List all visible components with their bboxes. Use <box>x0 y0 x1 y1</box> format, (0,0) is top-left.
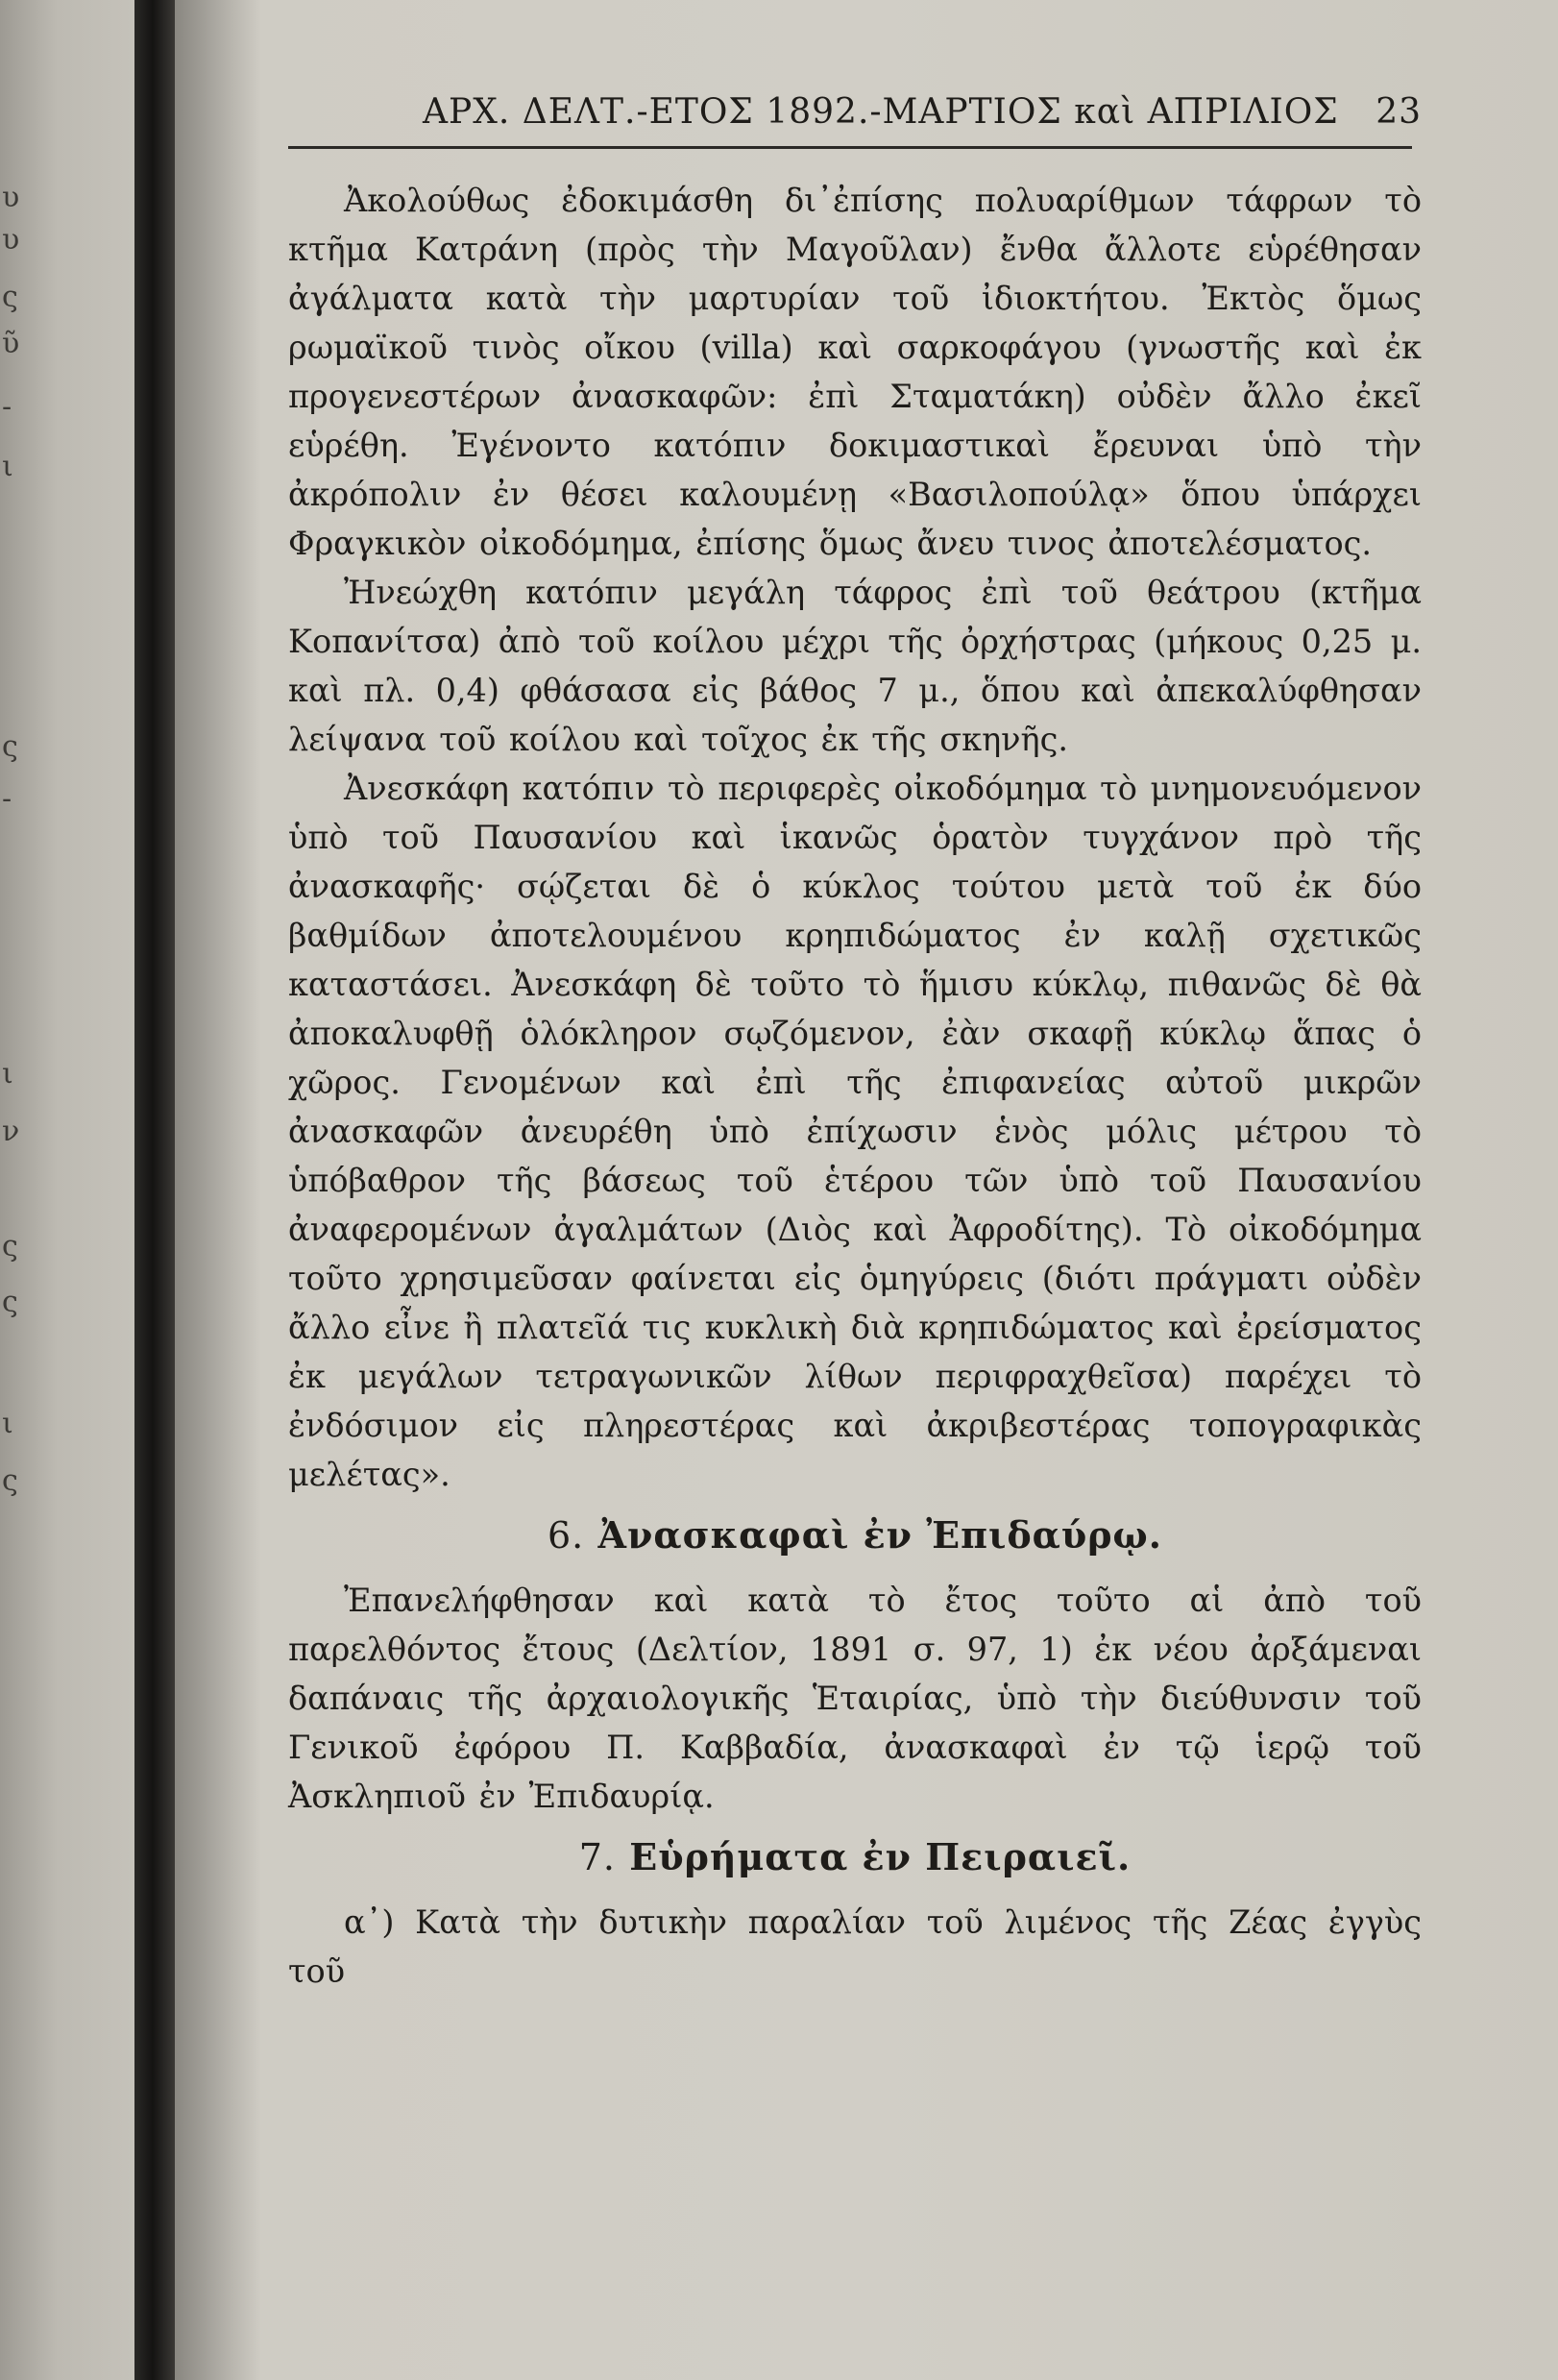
section-heading <box>288 1830 1422 1884</box>
gutter-shadow <box>175 0 261 2380</box>
paragraph: Ἠνεώχθη κατόπιν μεγάλη τάφρος ἐπὶ τοῦ θεάτρου (κτῆμα Κοπανίτσα) ἀπὸ τοῦ κοίλου μέχρι τῆς ὀρχήστρας (μήκους 0,25 μ. καὶ πλ. 0,4) φθάσασα εἰς βάθος 7 μ., ὅπου καὶ ἀπεκαλύφθησαν λείψανα τοῦ κοίλου καὶ τοῖχος ἐκ τῆς σκηνῆς. <box>288 574 1422 758</box>
margin-mark: ς <box>2 1230 18 1264</box>
section-title: Ἀνασκαφαὶ ἐν Ἐπιδαύρῳ. <box>597 1513 1162 1557</box>
margin-mark: ν <box>2 1115 20 1148</box>
section-number: 7. <box>578 1836 616 1878</box>
margin-mark: ς <box>2 730 18 764</box>
margin-mark: ς <box>2 1286 18 1319</box>
section-number: 6. <box>548 1514 585 1557</box>
margin-mark: - <box>2 782 12 816</box>
section-heading <box>288 1509 1422 1562</box>
margin-mark: ς <box>2 1464 18 1498</box>
section-title: Εὑρήματα ἐν Πειραιεῖ. <box>629 1835 1132 1878</box>
header-rule <box>288 146 1412 149</box>
margin-mark: ι <box>2 1057 13 1091</box>
margin-mark: - <box>2 390 12 424</box>
journal-title: ΑΡΧ. ΔΕΛΤ.-ΕΤΟΣ 1892.-ΜΑΡΤΙΟΣ καὶ ΑΠΡΙΛΙΟΣ <box>423 92 1339 132</box>
paragraph: Ἐπανελήφθησαν καὶ κατὰ τὸ ἔτος τοῦτο αἱ ἀπὸ τοῦ παρελθόντος ἔτους (Δελτίον, 1891 σ. 97, 1) ἐκ νέου ἀρξάμεναι δαπάναις τῆς ἀρχαιολογικῆς Ἑταιρίας, ὑπὸ τὴν διεύθυνσιν τοῦ Γενικοῦ ἐφόρου Π. Καββαδία, ἀνασκαφαὶ ἐν τῷ ἱερῷ τοῦ Ἀσκληπιοῦ ἐν Ἐπιδαυρίᾳ. <box>288 1582 1422 1815</box>
margin-mark: υ <box>2 181 20 214</box>
margin-mark: ι <box>2 1407 13 1440</box>
margin-mark: ς <box>2 281 18 314</box>
margin-mark: υ <box>2 223 20 257</box>
paragraph: Ἀνεσκάφη κατόπιν τὸ περιφερὲς οἰκοδόμημα τὸ μνημονευόμενον ὑπὸ τοῦ Παυσανίου καὶ ἱκανῶς ὁρατὸν τυγχάνον πρὸ τῆς ἀνασκαφῆς· σῴζεται δὲ ὁ κύκλος τούτου μετὰ τοῦ ἐκ δύο βαθμίδων ἀποτελουμένου κρηπιδώματος ἐν καλῇ σχετικῶς καταστάσει. Ἀνεσκάφη δὲ τοῦτο τὸ ἥμισυ κύκλῳ, πιθανῶς δὲ θὰ ἀποκαλυφθῇ ὁλόκληρον σῳζόμενον, ἐὰν σκαφῇ κύκλῳ ἅπας ὁ χῶρος. Γενομένων καὶ ἐπὶ τῆς ἐπιφανείας αὐτοῦ μικρῶν ἀνασκαφῶν ἀνευρέθη ὑπὸ ἐπίχωσιν ἑνὸς μόλις μέτρου τὸ ὑπόβαθρον τῆς βάσεως τοῦ ἑτέρου τῶν ὑπὸ τοῦ Παυσανίου ἀναφερομένων ἀγαλμάτων (Διὸς καὶ Ἀφροδίτης). Τὸ οἰκοδόμημα τοῦτο χρησιμεῦσαν φαίνεται εἰς ὁμηγύρεις (διότι πράγματι οὐδὲν ἄλλο εἶνε ἢ πλατεῖά τις κυκλικὴ διὰ κρηπιδώματος καὶ ἐρείσματος ἐκ μεγάλων τετραγωνικῶν λίθων περιφραχθεῖσα) παρέχει τὸ ἐνδόσιμον εἰς πληρεστέρας καὶ ἀκριβεστέρας τοπογραφικὰς μελέτας». <box>288 770 1422 1493</box>
paragraph: α᾽) Κατὰ τὴν δυτικὴν παραλίαν τοῦ λιμένος τῆς Ζέας ἐγγὺς τοῦ <box>288 1903 1422 1990</box>
page-number: 23 <box>1375 92 1422 132</box>
facing-page-edge <box>0 0 29 2380</box>
running-head <box>288 92 1422 142</box>
margin-mark: ι <box>2 450 13 483</box>
page-text <box>288 92 1422 1996</box>
book-gutter <box>134 0 175 2380</box>
paragraph: Ἀκολούθως ἐδοκιμάσθη δι᾽ἐπίσης πολυαρίθμων τάφρων τὸ κτῆμα Κατράνη (πρὸς τὴν Μαγοῦλαν) ἔνθα ἄλλοτε εὑρέθησαν ἀγάλματα κατὰ τὴν μαρτυρίαν τοῦ ἰδιοκτήτου. Ἐκτὸς ὅμως ρωμαϊκοῦ τινὸς οἴκου (villa) καὶ σαρκοφάγου (γνωστῆς καὶ ἐκ προγενεστέρων ἀνασκαφῶν: ἐπὶ Σταματάκη) οὐδὲν ἄλλο ἐκεῖ εὑρέθη. Ἐγένοντο κατόπιν δοκιμαστικαὶ ἔρευναι ὑπὸ τὴν ἀκρόπολιν ἐν θέσει καλουμένῃ «Βασιλοπούλᾳ» ὅπου ὑπάρχει Φραγκικὸν οἰκοδόμημα, ἐπίσης ὅμως ἄνευ τινος ἀποτελέσματος. <box>288 182 1422 562</box>
margin-mark: ῦ <box>2 327 20 360</box>
